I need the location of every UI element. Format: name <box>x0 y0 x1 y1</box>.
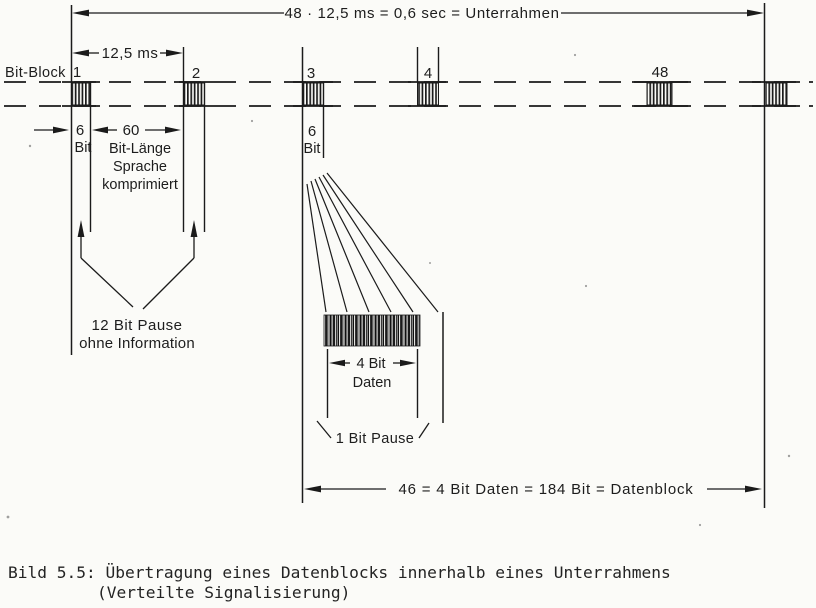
block-number-48: 48 <box>651 64 669 81</box>
block-number-2: 2 <box>191 65 201 82</box>
data-4bit-label: 4 Bit <box>356 356 386 372</box>
dim-6-label: 6 <box>75 122 85 139</box>
speech-length-label-2: Sprache <box>112 159 168 175</box>
bit-block-2 <box>184 83 205 105</box>
bit-block-4 <box>418 83 439 105</box>
magnified-data-bits <box>324 315 420 346</box>
dim-60-label: 60 <box>122 122 140 139</box>
bit-block-1 <box>72 83 91 105</box>
dim-6-unit-label: Bit <box>74 140 92 156</box>
period-label: 12,5 ms <box>101 45 159 62</box>
block-number-4: 4 <box>423 65 433 82</box>
bit-block-next-frame <box>766 83 787 105</box>
data-4bit-unit-label: Daten <box>352 375 392 391</box>
speech-length-label-3: komprimiert <box>102 177 178 193</box>
datablock-dimension-label: 46 = 4 Bit Daten = 184 Bit = Datenblock <box>398 481 694 498</box>
bit-block-48 <box>647 83 672 105</box>
block-number-3: 3 <box>306 65 316 82</box>
block3-bits-unit-label: Bit <box>303 141 321 157</box>
pause-12bit-label-1: 12 Bit Pause <box>91 317 183 334</box>
caption-line-1: Bild 5.5: Übertragung eines Datenblocks innerhalb eines Unterrahmens <box>8 563 671 582</box>
speech-length-label-1: Bit-Länge <box>108 141 172 157</box>
pause-1bit-label: 1 Bit Pause <box>335 431 415 447</box>
bit-block-3 <box>303 83 324 105</box>
pause-12bit-label-2: ohne Information <box>79 335 195 352</box>
block-number-1: 1 <box>72 64 82 81</box>
block3-bits-label: 6 <box>307 123 317 140</box>
subframe-dimension-label: 48 · 12,5 ms = 0,6 sec = Unterrahmen <box>284 5 560 22</box>
bit-block-axis-label: Bit-Block <box>5 65 66 81</box>
caption-line-2: (Verteilte Signalisierung) <box>97 583 351 602</box>
